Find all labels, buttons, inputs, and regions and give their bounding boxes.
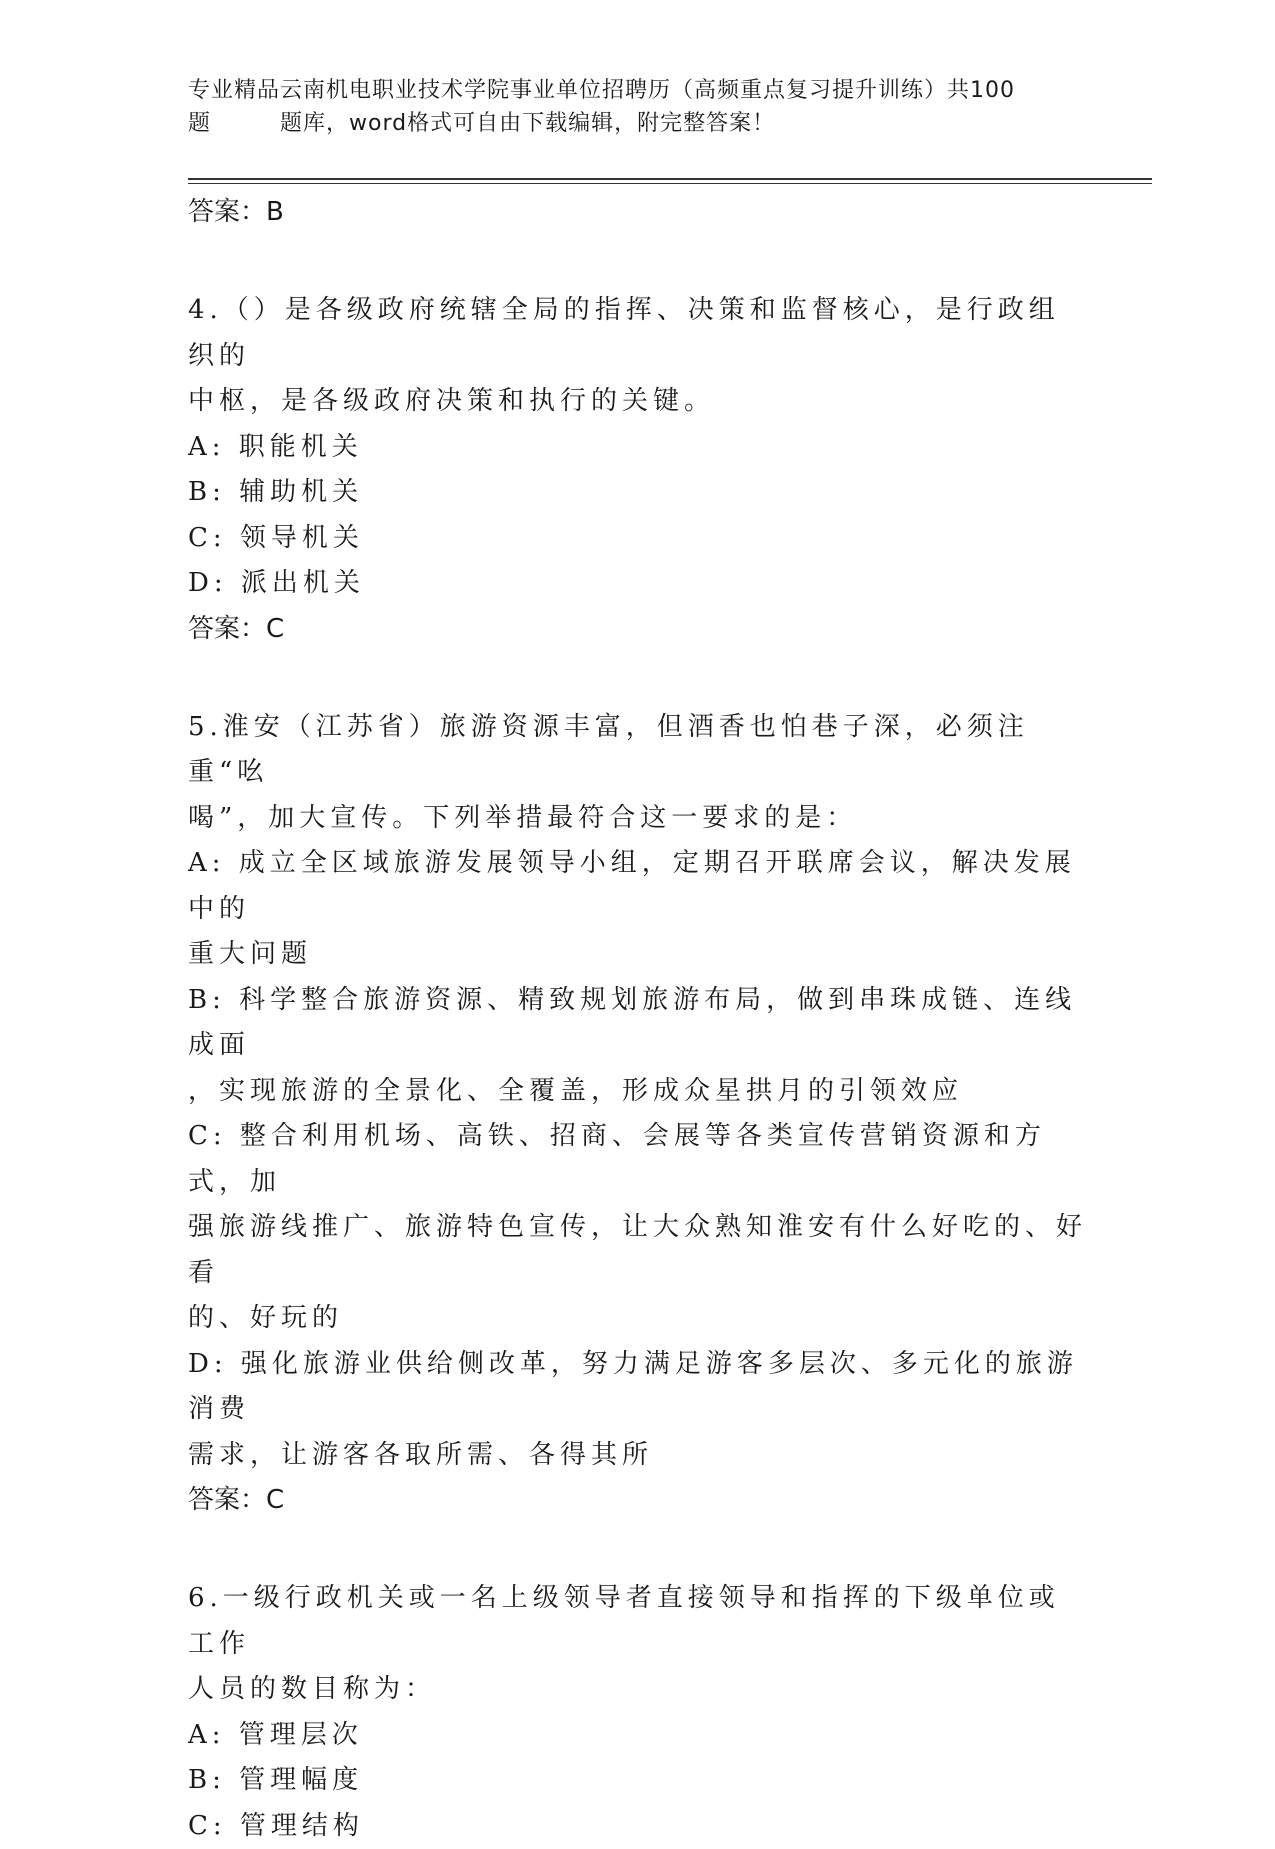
option-c-continued: 的、好玩的: [188, 1296, 1088, 1342]
answer-line: 答案：C: [188, 607, 1088, 652]
option-b: B: 管理幅度: [188, 1758, 1088, 1804]
question-stem-line: 5.淮安（江苏省）旅游资源丰富，但酒香也怕巷子深，必须注重“吆: [188, 705, 1088, 796]
question-stem-line: 4.（）是各级政府统辖全局的指挥、决策和监督核心，是行政组织的: [188, 288, 1088, 379]
option-a: A: 职能机关: [188, 425, 1088, 471]
header-title-line-1: 专业精品云南机电职业技术学院事业单位招聘历（高频重点复习提升训练）共100: [188, 74, 1088, 107]
option-c-continued: 强旅游线推广、旅游特色宣传，让大众熟知淮安有什么好吃的、好看: [188, 1205, 1088, 1296]
page-header: [188, 74, 1088, 140]
option-a-continued: 重大问题: [188, 932, 1088, 978]
question-stem-line: 6.一级行政机关或一名上级领导者直接领导和指挥的下级单位或工作: [188, 1576, 1088, 1667]
option-b: B: 科学整合旅游资源、精致规划旅游布局，做到串珠成链、连线成面: [188, 978, 1088, 1069]
question-stem-line: 人员的数目称为：: [188, 1667, 1088, 1713]
option-a: A: 成立全区域旅游发展领导小组，定期召开联席会议，解决发展中的: [188, 841, 1088, 932]
option-b: B: 辅助机关: [188, 470, 1088, 516]
header-title-line-2: 题 题库，word格式可自由下载编辑，附完整答案！: [188, 107, 1088, 140]
option-d: D: 派出机关: [188, 561, 1088, 607]
option-a: A: 管理层次: [188, 1713, 1088, 1759]
option-c: C: 管理结构: [188, 1804, 1088, 1849]
option-d: D: 强化旅游业供给侧改革，努力满足游客多层次、多元化的旅游消费: [188, 1342, 1088, 1433]
question-stem-line: 喝”，加大宣传。下列举措最符合这一要求的是：: [188, 796, 1088, 842]
header-divider: [188, 178, 1152, 180]
answer-line: 答案：B: [188, 190, 1088, 235]
question-block: [188, 288, 1088, 652]
option-d-continued: 需求，让游客各取所需、各得其所: [188, 1433, 1088, 1479]
question-block: [188, 705, 1088, 1524]
document-body: [188, 190, 1088, 1849]
header-divider-thin: [188, 183, 1152, 184]
option-c: C: 领导机关: [188, 516, 1088, 562]
question-stem-line: 中枢，是各级政府决策和执行的关键。: [188, 379, 1088, 425]
option-c: C: 整合利用机场、高铁、招商、会展等各类宣传营销资源和方式，加: [188, 1114, 1088, 1205]
option-b-continued: ，实现旅游的全景化、全覆盖，形成众星拱月的引领效应: [188, 1069, 1088, 1115]
answer-line: 答案：C: [188, 1478, 1088, 1523]
question-block: [188, 1576, 1088, 1849]
